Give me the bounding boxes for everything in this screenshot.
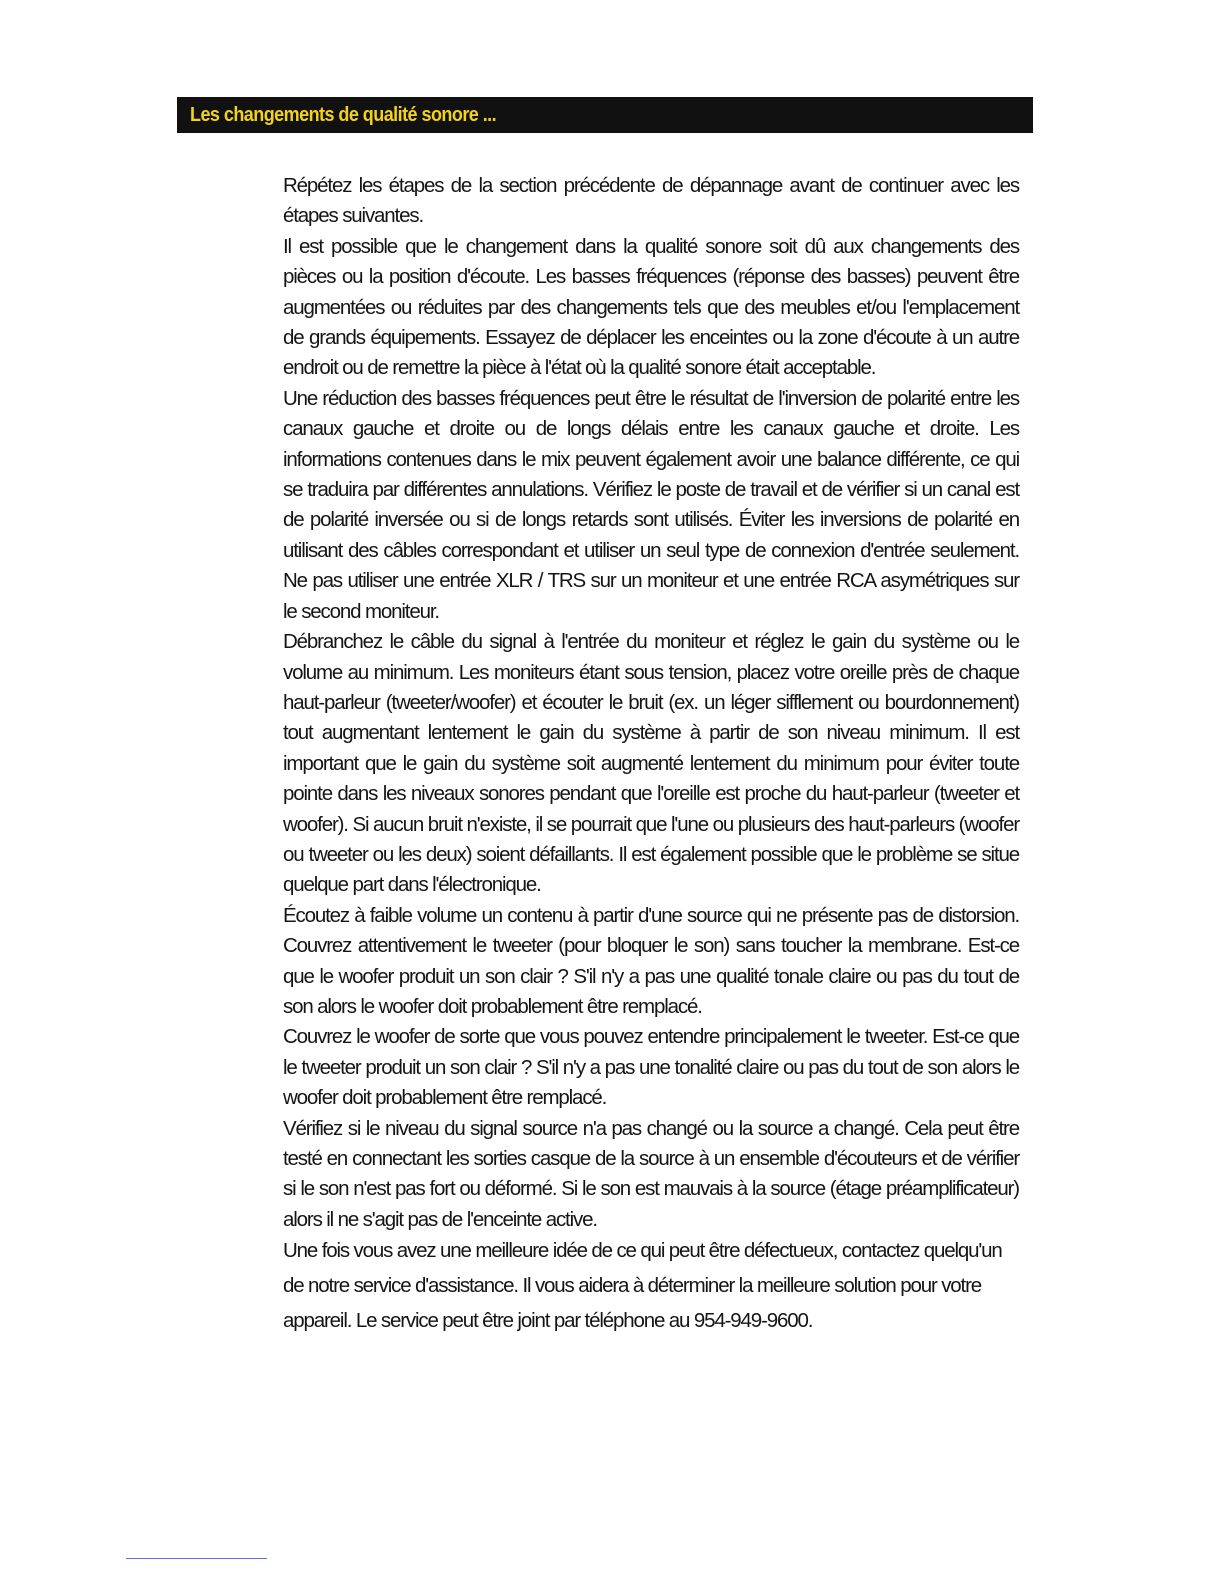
paragraph-repeat-steps: Répétez les étapes de la section précédente de dépannage avant de continuer avec les étapes suivantes. <box>283 174 1019 228</box>
paragraph-polarity: Une réduction des basses fréquences peut être le résultat de l'inversion de polarité entre les canaux gauche et droite ou de longs délais entre les canaux gauche et droite. Les informations contenues dans le mix peuvent également avoir une balance différente, ce qui se traduira par différentes annulations. Vérifiez le poste de travail et de vérifier si un canal est de polarité inversée ou si de longs retards sont utilisés. Éviter les inversions de polarité en utilisant des câbles correspondant et utiliser un seul type de connexion d'entrée seulement. Ne pas utiliser une entrée XLR / TRS sur un moniteur et une entrée RCA asymétriques sur le second moniteur. <box>283 386 1019 623</box>
paragraph-tweeter-test: Couvrez le woofer de sorte que vous pouvez entendre principalement le tweeter. Est-ce que le tweeter produit un son clair ? S'il n'y a pas une tonalité claire ou pas du tout de son alors le woofer doit probablement être remplacé. <box>283 1025 1019 1110</box>
footnote-divider <box>126 1558 267 1559</box>
section-title: Les changements de qualité sonore ... <box>190 103 497 126</box>
paragraph-contact-support: Une fois vous avez une meilleure idée de ce qui peut être défectueux, contactez quelqu'un de notre service d'assistance. Il vous aidera à déterminer la meilleure solution pour votre appareil. Le service peut être joint par téléphone au 954-949-9600. <box>283 1239 1002 1333</box>
paragraph-room-changes: Il est possible que le changement dans la qualité sonore soit dû aux changements des pièces ou la position d'écoute. Les basses fréquences (réponse des basses) peuvent être augmentées ou réduites par des changements tels que des meubles et/ou l'emplacement de grands équipements. Essayez de déplacer les enceintes ou la zone d'écoute à un autre endroit ou de remettre la pièce à l'état où la qualité sonore était acceptable. <box>283 234 1019 380</box>
paragraph-woofer-test: Écoutez à faible volume un contenu à partir d'une source qui ne présente pas de distorsion. Couvrez attentivement le tweeter (pour bloquer le son) sans toucher la membrane. Est-ce que le woofer produit un son clair ? S'il n'y a pas une qualité tonale claire ou pas du tout de son alors le woofer doit probablement être remplacé. <box>283 903 1019 1018</box>
paragraph-noise-test: Débranchez le câble du signal à l'entrée du moniteur et réglez le gain du système ou le volume au minimum. Les moniteurs étant sous tension, placez votre oreille près de chaque haut-parleur (tweeter/woofer) et écouter le bruit (ex. un léger sifflement ou bourdonnement) tout augmentant lentement le gain du système à partir de son niveau minimum. Il est important que le gain du système soit augmenté lentement du minimum pour éviter toute pointe dans les niveaux sonores pendant que l'oreille est proche du haut-parleur (tweeter et woofer). Si aucun bruit n'existe, il se pourrait que l'une ou plusieurs des haut-parleurs (woofer ou tweeter ou les deux) soient défaillants. Il est également possible que le problème se situe quelque part dans l'électronique. <box>283 630 1019 897</box>
body-text <box>283 171 1019 1338</box>
section-header-bar <box>177 97 1033 133</box>
paragraph-source-check: Vérifiez si le niveau du signal source n'a pas changé ou la source a changé. Cela peut être testé en connectant les sorties casque de la source à un ensemble d'écouteurs et de vérifier si le son n'est pas fort ou déformé. Si le son est mauvais à la source (étage préamplificateur) alors il ne s'agit pas de l'enceinte active. <box>283 1116 1019 1231</box>
